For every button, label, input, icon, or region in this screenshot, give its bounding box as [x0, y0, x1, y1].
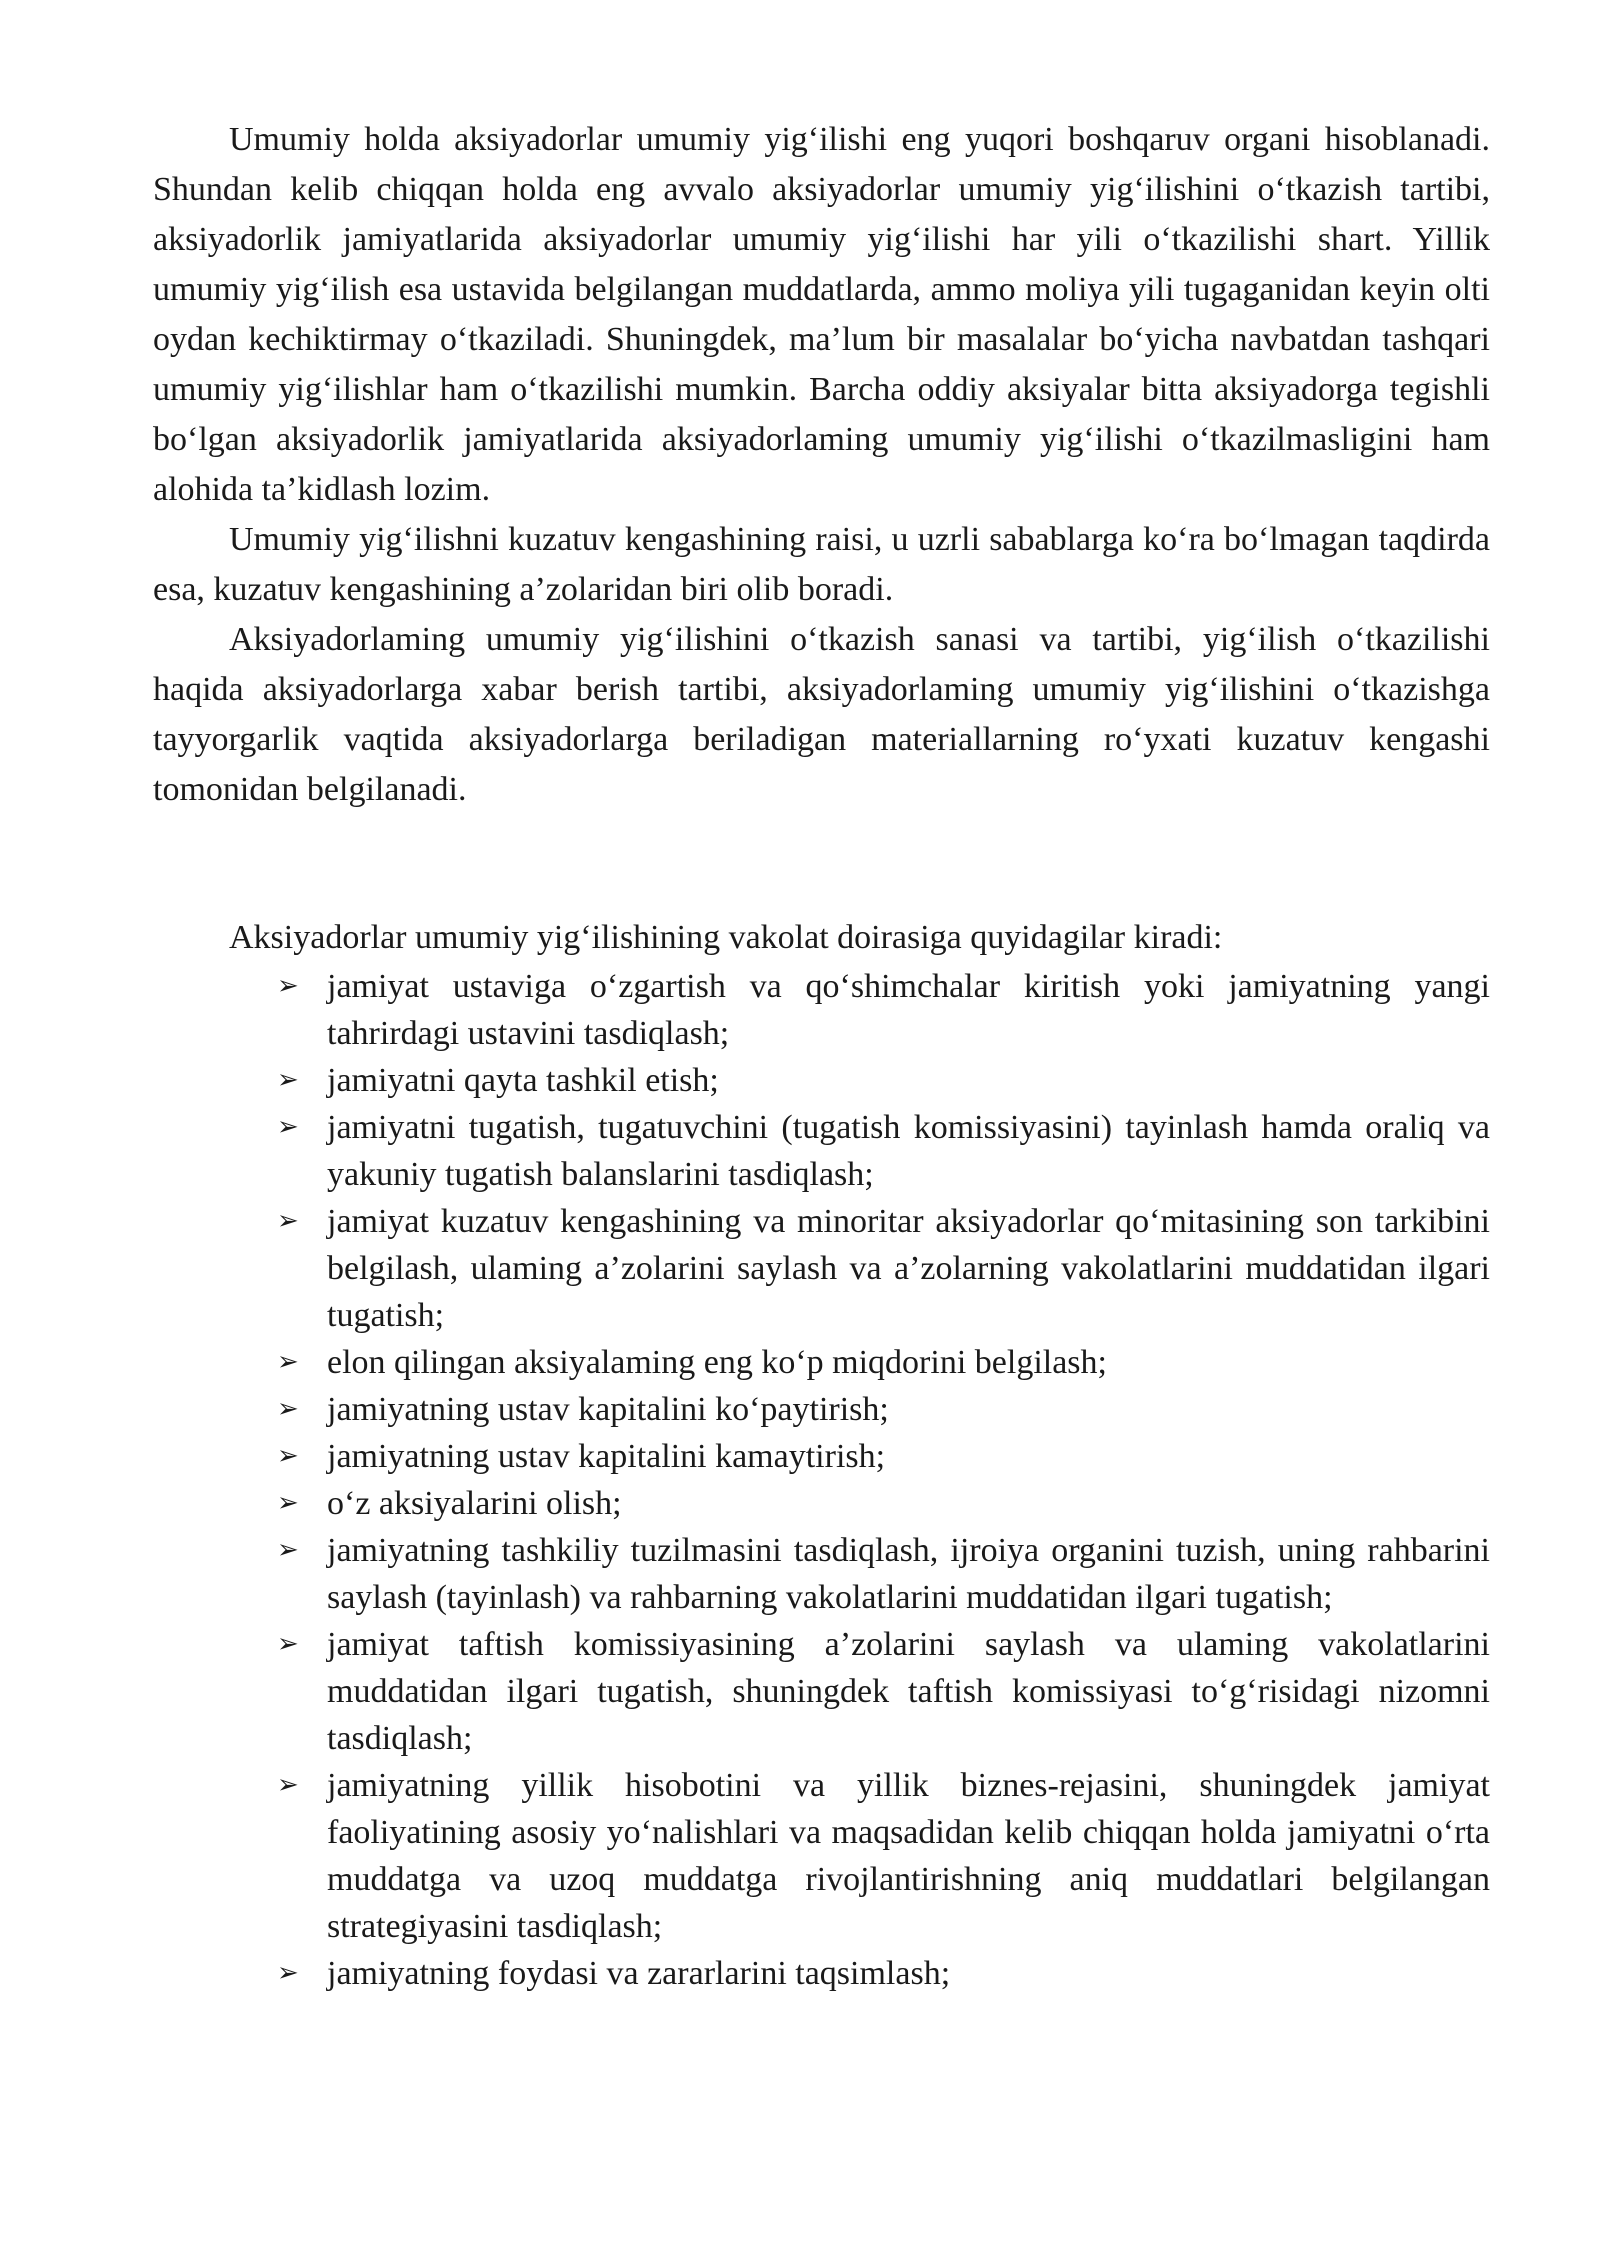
list-item-text: jamiyatni tugatish, tugatuvchini (tugatish komissiyasini) tayinlash hamda oraliq va yakuniy tugatish balanslarini tasdiqlash; — [327, 1109, 1490, 1193]
arrow-bullet-icon: ➢ — [277, 1770, 299, 1800]
list-item-text: jamiyat kuzatuv kengashining va minoritar aksiyadorlar qo‘mitasining son tarkibini belgilash, ulaming a’zolarini saylash va a’zolarning vakolatlarini muddatidan ilgari tugatish; — [327, 1203, 1490, 1334]
list-item-text: jamiyatning tashkiliy tuzilmasini tasdiqlash, ijroiya organini tuzish, uning rahbarini saylash (tayinlash) va rahbarning vakolatlarini muddatidan ilgari tugatish; — [327, 1532, 1490, 1616]
document-page — [153, 115, 1490, 1997]
arrow-bullet-icon: ➢ — [277, 1065, 299, 1095]
list-item — [153, 1480, 1490, 1527]
arrow-bullet-icon: ➢ — [277, 1958, 299, 1988]
arrow-bullet-icon: ➢ — [277, 1535, 299, 1565]
list-item-text: jamiyatning yillik hisobotini va yillik biznes-rejasini, shuningdek jamiyat faoliyatining asosiy yo‘nalishlari va maqsadidan kelib chiqqan holda jamiyatni o‘rta muddatga va uzoq muddatga rivojlantirishning aniq muddatlari belgilangan strategiyasini tasdiqlash; — [327, 1767, 1490, 1945]
paragraph: Umumiy holda aksiyadorlar umumiy yig‘ilishi eng yuqori boshqaruv organi hisoblanadi. Shundan kelib chiqqan holda eng avvalo aksiyadorlar umumiy yig‘ilishini o‘tkazish tartibi, aksiyadorlik jamiyatlarida aksiyadorlar umumiy yig‘ilishi har yili o‘tkazilishi shart. Yillik umumiy yig‘ilish esa ustavida belgilangan muddatlarda, ammo moliya yili tugaganidan keyin olti oydan kechiktirmay o‘tkaziladi. Shuningdek, ma’lum bir masalalar bo‘yicha navbatdan tashqari umumiy yig‘ilishlar ham o‘tkazilishi mumkin. Barcha oddiy aksiyalar bitta aksiyadorga tegishli bo‘lgan aksiyadorlik jamiyatlarida aksiyadorlaming umumiy yig‘ilishi o‘tkazilmasligini ham alohida ta’kidlash lozim. — [153, 121, 1490, 508]
list-intro: Aksiyadorlar umumiy yig‘ilishining vakolat doirasiga quyidagilar kiradi: — [229, 919, 1223, 956]
arrow-bullet-icon: ➢ — [277, 1347, 299, 1377]
list-item-text: jamiyatning ustav kapitalini kamaytirish; — [327, 1438, 886, 1475]
list-item — [153, 1433, 1490, 1480]
arrow-bullet-icon: ➢ — [277, 1488, 299, 1518]
list-item — [153, 1057, 1490, 1104]
list-item — [153, 1104, 1490, 1198]
list-item — [153, 1762, 1490, 1950]
arrow-bullet-icon: ➢ — [277, 1629, 299, 1659]
arrow-bullet-icon: ➢ — [277, 1112, 299, 1142]
powers-list — [153, 963, 1490, 1997]
list-item — [153, 1950, 1490, 1997]
list-item — [153, 1339, 1490, 1386]
list-item — [153, 1527, 1490, 1621]
list-item — [153, 1198, 1490, 1339]
list-item-text: jamiyat taftish komissiyasining a’zolarini saylash va ulaming vakolatlarini muddatidan ilgari tugatish, shuningdek taftish komissiyasi to‘g‘risidagi nizomni tasdiqlash; — [327, 1626, 1490, 1757]
list-item-text: elon qilingan aksiyalaming eng ko‘p miqdorini belgilash; — [327, 1344, 1107, 1381]
list-item — [153, 1621, 1490, 1762]
list-item-text: jamiyatni qayta tashkil etish; — [327, 1062, 719, 1099]
list-item — [153, 963, 1490, 1057]
arrow-bullet-icon: ➢ — [277, 971, 299, 1001]
arrow-bullet-icon: ➢ — [277, 1206, 299, 1236]
arrow-bullet-icon: ➢ — [277, 1394, 299, 1424]
paragraph: Umumiy yig‘ilishni kuzatuv kengashining raisi, u uzrli sabablarga ko‘ra bo‘lmagan taqdirda esa, kuzatuv kengashining a’zolaridan biri olib boradi. — [153, 521, 1490, 608]
list-item — [153, 1386, 1490, 1433]
list-item-text: jamiyat ustaviga o‘zgartish va qo‘shimchalar kiritish yoki jamiyatning yangi tahrirdagi ustavini tasdiqlash; — [327, 968, 1490, 1052]
arrow-bullet-icon: ➢ — [277, 1441, 299, 1471]
list-item-text: jamiyatning foydasi va zararlarini taqsimlash; — [327, 1955, 951, 1992]
list-item-text: o‘z aksiyalarini olish; — [327, 1485, 622, 1522]
list-item-text: jamiyatning ustav kapitalini ko‘paytirish; — [327, 1391, 889, 1428]
paragraph: Aksiyadorlaming umumiy yig‘ilishini o‘tkazish sanasi va tartibi, yig‘ilish o‘tkazilishi haqida aksiyadorlarga xabar berish tartibi, aksiyadorlaming umumiy yig‘ilishini o‘tkazishga tayyorgarlik vaqtida aksiyadorlarga beriladigan materiallarning ro‘yxati kuzatuv kengashi tomonidan belgilanadi. — [153, 621, 1490, 808]
